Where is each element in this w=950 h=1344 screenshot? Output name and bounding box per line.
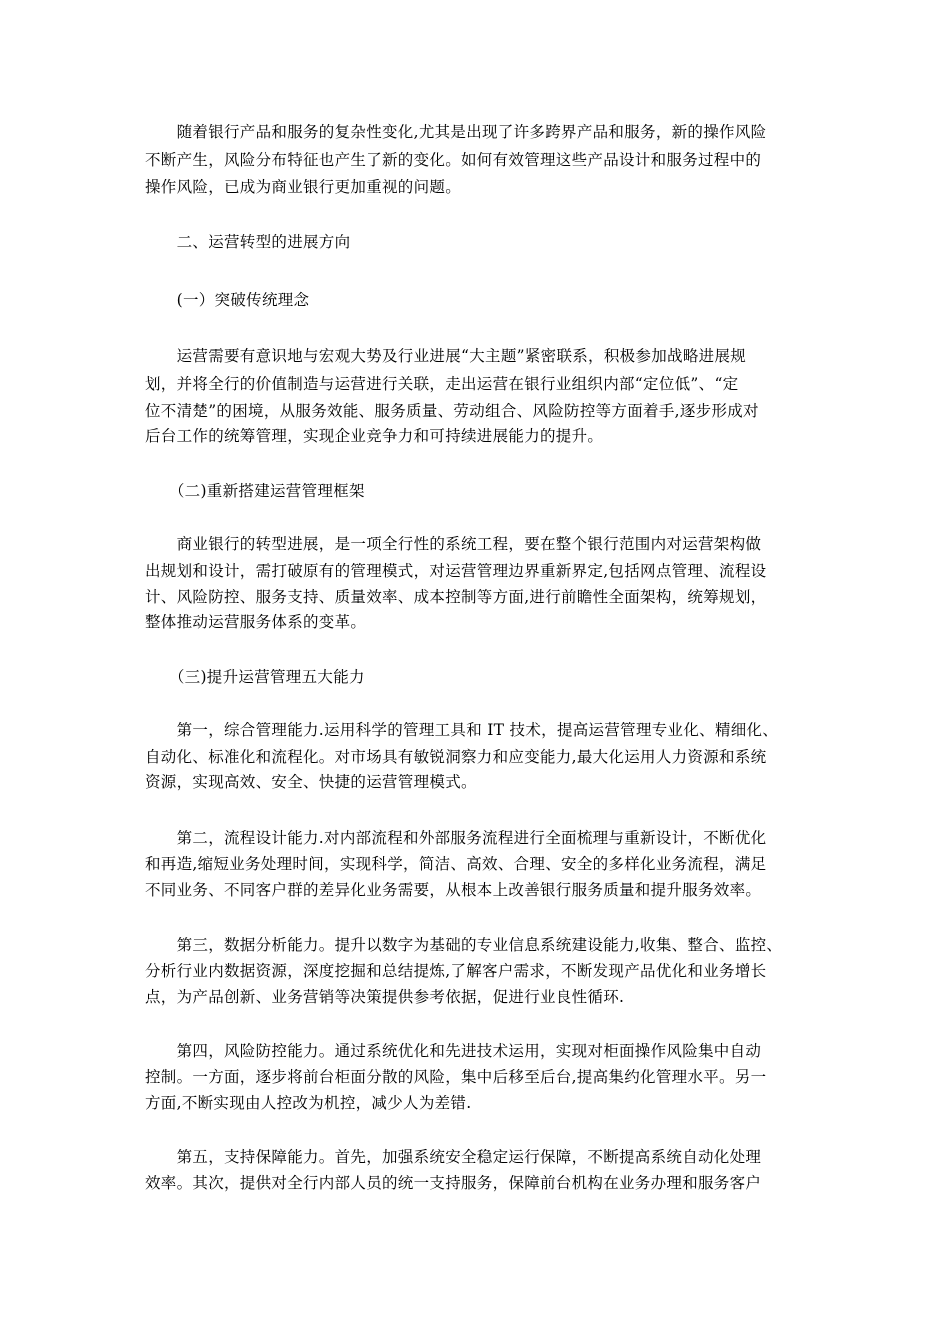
paragraph-3-line-1: 商业银行的转型进展，是一项全行性的系统工程，要在整个银行范围内对运营架构做 [145, 535, 762, 553]
paragraph-3-line-2: 出规划和设计，需打破原有的管理模式，对运营管理边界重新界定,包括网点管理、流程设 [145, 562, 767, 580]
paragraph-7-line-2: 控制。一方面，逐步将前台柜面分散的风险，集中后移至后台,提高集约化管理水平。另一 [145, 1068, 767, 1086]
paragraph-4-line-3: 资源，实现高效、安全、快捷的运营管理模式。 [145, 773, 477, 791]
paragraph-2-line-1: 运营需要有意识地与宏观大势及行业进展“大主题”紧密联系，积极参加战略进展规 [145, 347, 747, 365]
paragraph-1-line-3: 操作风险，已成为商业银行更加重视的问题。 [145, 178, 462, 196]
paragraph-4-line-2: 自动化、标准化和流程化。对市场具有敏锐洞察力和应变能力,最大化运用人力资源和系统 [145, 748, 767, 766]
paragraph-2-line-3: 位不清楚”的困境，从服务效能、服务质量、劳动组合、风险防控等方面着手,逐步形成对 [145, 402, 759, 420]
paragraph-6-line-2: 分析行业内数据资源，深度挖掘和总结提炼,了解客户需求，不断发现产品优化和业务增长 [145, 962, 767, 980]
paragraph-4-line-1: 第一，综合管理能力.运用科学的管理工具和 IT 技术，提高运营管理专业化、精细化、 [145, 721, 779, 739]
paragraph-8-line-2: 效率。其次，提供对全行内部人员的统一支持服务，保障前台机构在业务办理和服务客户 [145, 1174, 762, 1192]
subheading-3: （三)提升运营管理五大能力 [145, 668, 365, 686]
paragraph-1-line-2: 不断产生，风险分布特征也产生了新的变化。如何有效管理这些产品设计和服务过程中的 [145, 151, 762, 169]
paragraph-5-line-2: 和再造,缩短业务处理时间，实现科学，简洁、高效、合理、安全的多样化业务流程，满足 [145, 855, 767, 873]
paragraph-7-line-1: 第四，风险防控能力。通过系统优化和先进技术运用，实现对柜面操作风险集中自动 [145, 1042, 762, 1060]
paragraph-1-line-1: 随着银行产品和服务的复杂性变化,尤其是出现了许多跨界产品和服务，新的操作风险 [145, 123, 767, 141]
subheading-2: （二)重新搭建运营管理框架 [145, 482, 365, 500]
paragraph-6-line-1: 第三，数据分析能力。提升以数字为基础的专业信息系统建设能力,收集、整合、监控、 [145, 936, 783, 954]
paragraph-6-line-3: 点，为产品创新、业务营销等决策提供参考依据，促进行业良性循环. [145, 988, 625, 1006]
paragraph-7-line-3: 方面,不断实现由人控改为机控，减少人为差错. [145, 1094, 472, 1112]
subheading-1: (一）突破传统理念 [145, 291, 310, 309]
paragraph-2-line-4: 后台工作的统筹管理，实现企业竞争力和可持续进展能力的提升。 [145, 427, 604, 445]
paragraph-3-line-4: 整体推动运营服务体系的变革。 [145, 613, 367, 631]
paragraph-8-line-1: 第五，支持保障能力。首先，加强系统安全稳定运行保障，不断提高系统自动化处理 [145, 1148, 762, 1166]
paragraph-3-line-3: 计、风险防控、服务支持、质量效率、成本控制等方面,进行前瞻性全面架构，统筹规划， [145, 588, 767, 606]
paragraph-5-line-1: 第二，流程设计能力.对内部流程和外部服务流程进行全面梳理与重新设计，不断优化 [145, 829, 767, 847]
section-heading-2: 二、运营转型的进展方向 [145, 233, 351, 251]
paragraph-5-line-3: 不同业务、不同客户群的差异化业务需要，从根本上改善银行服务质量和提升服务效率。 [145, 881, 762, 899]
paragraph-2-line-2: 划，并将全行的价值制造与运营进行关联，走出运营在银行业组织内部“定位低”、“定 [145, 375, 739, 393]
